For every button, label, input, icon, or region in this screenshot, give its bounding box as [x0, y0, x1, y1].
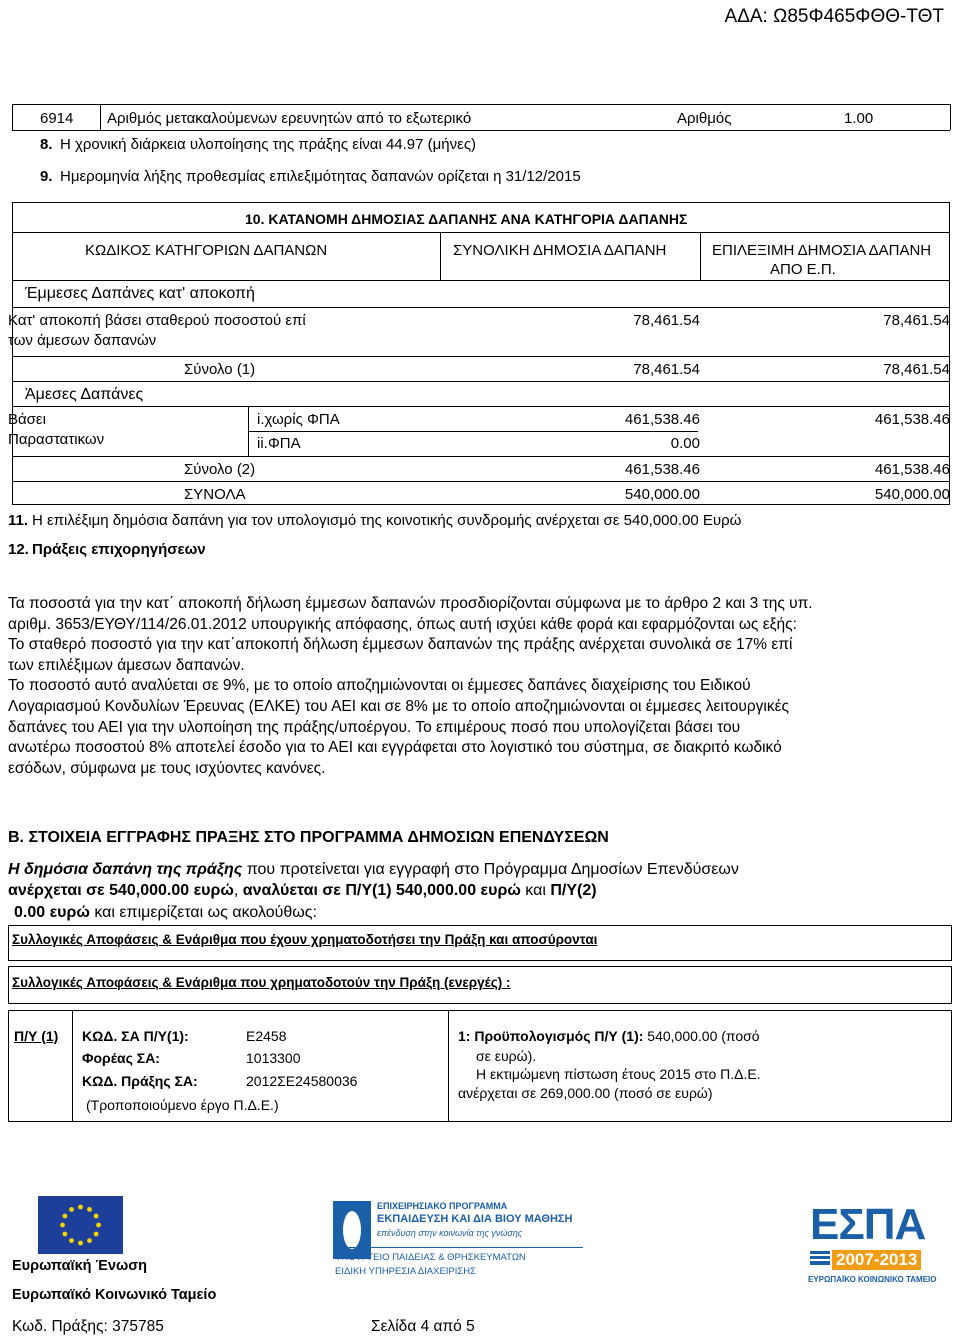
section-b-line-3 [14, 904, 317, 922]
direct-heading: Άμεσες Δαπάνες [25, 386, 144, 403]
programme-title-1: ΕΠΙΧΕΙΡΗΣΙΑΚΟ ΠΡΟΓΡΑΜΜΑ [377, 1201, 508, 1211]
espa-logo [808, 1200, 958, 1299]
ada-header: ΑΔΑ: Ω85Φ465ΦΘΘ-ΤΘΤ [724, 6, 944, 27]
budget-line-1-value: 540,000.00 (ποσό [643, 1028, 760, 1044]
ka-label: ΚΩΔ. ΣΑ Π/Υ(1): [82, 1028, 189, 1044]
programme-title-2: ΕΚΠΑΙΔΕΥΣΗ ΚΑΙ ΔΙΑ ΒΙΟΥ ΜΑΘΗΣΗ [377, 1213, 573, 1225]
footer-page-number: Σελίδα 4 από 5 [371, 1318, 475, 1335]
agency-label: Φορέας ΣΑ: [82, 1050, 160, 1066]
rates-paragraph [8, 594, 813, 779]
managing-authority: ΕΙΔΙΚΗ ΥΠΗΡΕΣΙΑ ΔΙΑΧΕΙΡΙΣΗΣ [335, 1266, 477, 1277]
breakdown-phrase: αναλύεται σε Π/Υ(1) 540,000.00 ευρώ [242, 882, 521, 899]
eu-stars-icon [38, 1196, 123, 1254]
and-word: και [520, 882, 551, 899]
withdrawn-decisions-label: Συλλογικές Αποφάσεις & Ενάριθμα που έχουν χρηματοδοτήσει την Πράξη και αποσύρονται [12, 932, 598, 947]
item-8-number: 8. [40, 136, 53, 153]
ministry-name: ΥΠΟΥΡΓΕΙΟ ΠΑΙΔΕΙΑΣ & ΘΡΗΣΚΕΥΜΑΤΩΝ [335, 1252, 526, 1263]
active-decisions-label: Συλλογικές Αποφάσεις & Ενάριθμα που χρηματοδοτούν την Πράξη (ενεργές) : [12, 975, 511, 990]
amount-phrase: ανέρχεται σε 540,000.00 ευρώ [8, 882, 234, 899]
item-11-text: Η επιλέξιμη δημόσια δαπάνη για τον υπολογισμό της κοινοτικής συνδρομής ανέρχεται σε 540,000.00 Ευρώ [32, 512, 742, 529]
paragraph-line: Λογαριασμού Κονδυλίων Έρευνας (ΕΛΚΕ) του ΑΕΙ και σε 8% με το οποίο αποζημιώνονται οι έμμεσες λειτουργικές [8, 697, 789, 715]
espa-fund: ΕΥΡΩΠΑΪΚΟ ΚΟΙΝΩΝΙΚΟ ΤΑΜΕΙΟ [808, 1275, 937, 1284]
agency-value: 1013300 [246, 1050, 301, 1066]
paragraph-line: εσόδων, σύμφωνα με τους ισχύοντες κανόνες. [8, 759, 326, 777]
item-12-text: Πράξεις επιχορηγήσεων [32, 541, 206, 558]
budget-line-2: σε ευρώ). [476, 1048, 537, 1064]
col-header-total: ΣΥΝΟΛΙΚΗ ΔΗΜΟΣΙΑ ΔΑΠΑΝΗ [453, 242, 667, 259]
indicator-description: Αριθμός μετακαλούμενων ερευνητών από το εξωτερικό [107, 110, 472, 127]
budget-line-4: ανέρχεται σε 269,000.00 (ποσό σε ευρώ) [458, 1085, 713, 1101]
eu-flag-logo [38, 1196, 123, 1254]
item-9-text: Ημερομηνία λήξης προθεσμίας επιλεξιμότητας δαπανών ορίζεται η 31/12/2015 [60, 168, 581, 185]
col-header-eligible-1: ΕΠΙΛΕΞΙΜΗ ΔΗΜΟΣΙΑ ΔΑΠΑΝΗ [712, 242, 932, 259]
action-code-value: 2012ΣΕ24580036 [246, 1073, 358, 1089]
item-12-number: 12. [8, 541, 29, 558]
indicator-unit: Αριθμός [677, 110, 732, 127]
budget-line-3: Η εκτιμώμενη πίστωση έτους 2015 στο Π.Δ.Ε. [476, 1066, 761, 1082]
allocation-title: 10. ΚΑΤΑΝΟΜΗ ΔΗΜΟΣΙΑΣ ΔΑΠΑΝΗΣ ΑΝΑ ΚΑΤΗΓΟΡΙΑ ΔΑΠΑΝΗΣ [245, 211, 688, 227]
col-header-eligible-2: ΑΠΟ Ε.Π. [770, 261, 836, 278]
section-b-line-1-rest: που προτείνεται για εγγραφή στο Πρόγραμμα Δημοσίων Επενδύσεων [242, 861, 739, 878]
comma: , [233, 882, 243, 899]
footer-action-code: Κωδ. Πράξης: 375785 [12, 1318, 164, 1335]
ka-value: Ε2458 [246, 1028, 287, 1044]
sum2-eligible: 461,538.46 [874, 461, 950, 478]
sum2-label: Σύνολο (2) [184, 461, 256, 478]
operational-programme-logo [333, 1195, 583, 1285]
grand-total-label: ΣΥΝΟΛΑ [184, 486, 246, 503]
footer-eu-label: Ευρωπαϊκή Ένωση [12, 1258, 147, 1274]
item-11-number: 11. [8, 512, 29, 529]
indicator-code: 6914 [40, 110, 74, 127]
no-vat-total: 461,538.46 [624, 411, 700, 428]
sum1-eligible: 78,461.54 [883, 361, 950, 378]
basis-label-1: Βάσει [8, 411, 46, 428]
flat-rate-total: 78,461.54 [633, 312, 700, 329]
budget-label: Π/Υ (1) [14, 1028, 59, 1044]
section-b-line-2 [8, 882, 597, 900]
paragraph-line: ανωτέρω ποσοστού 8% αποτελεί έσοδο για το ΑΕΙ και εγγράφεται στο λογιστικό του σύστημα, σε διακριτό κωδικό [8, 739, 782, 757]
vat-label: ii.ΦΠΑ [257, 435, 301, 452]
item-9-number: 9. [40, 168, 53, 185]
programme-tagline: επένδυση στην κοινωνία της γνώσης [377, 1228, 523, 1238]
budget-line-1 [458, 1028, 760, 1044]
no-vat-eligible: 461,538.46 [874, 411, 950, 428]
paragraph-line: Τα ποσοστά για την κατ΄ αποκοπή δήλωση έμμεσων δαπανών προσδιορίζονται σύμφωνα με το άρθρο 2 και 3 της υπ. [8, 595, 813, 612]
modified-project-note: (Τροποποιούμενο έργο Π.Δ.Ε.) [86, 1097, 279, 1113]
espa-wordmark: ΕΣΠΑ [810, 1200, 926, 1249]
py2-amount: 0.00 ευρώ [14, 904, 90, 921]
paragraph-line: Το ποσοστό αυτό αναλύεται σε 9%, με το οποίο αποζημιώνονται οι έμμεσες δαπάνες διαχείρισης του Ειδικού [8, 677, 751, 695]
greek-flag-icon [810, 1251, 830, 1265]
col-header-category: ΚΩΔΙΚΟΣ ΚΑΤΗΓΟΡΙΩΝ ΔΑΠΑΝΩΝ [85, 242, 328, 259]
paragraph-line: αριθμ. 3653/ΕΥΘΥ/114/26.01.2012 υπουργικής απόφασης, όπως αυτή ισχύει κάθε φορά και εφαρμόζονται ως εξής: [8, 615, 797, 633]
paragraph-line: Το σταθερό ποσοστό για την κατ΄αποκοπή δήλωση έμμεσων δαπανών της πράξης ανέρχεται συνολικά σε 17% επί [8, 636, 793, 654]
action-code-label: ΚΩΔ. Πράξης ΣΑ: [82, 1073, 198, 1089]
programme-emblem-icon [333, 1201, 371, 1259]
flat-rate-label-1: Κατ' αποκοπή βάσει σταθερού ποσοστού επί [8, 312, 306, 329]
sum1-total: 78,461.54 [633, 361, 700, 378]
footer-esf-label: Ευρωπαϊκό Κοινωνικό Ταμείο [12, 1287, 217, 1303]
py2-label: Π/Υ(2) [550, 882, 597, 899]
section-b-title: Β. ΣΤΟΙΧΕΙΑ ΕΓΓΡΑΦΗΣ ΠΡΑΞΗΣ ΣΤΟ ΠΡΟΓΡΑΜΜΑ ΔΗΜΟΣΙΩΝ ΕΠΕΝΔΥΣΕΩΝ [8, 829, 609, 846]
vat-total: 0.00 [670, 435, 700, 452]
budget-line-1-label: 1: Προϋπολογισμός Π/Υ (1): [458, 1028, 644, 1044]
basis-label-2: Παραστατικων [8, 431, 105, 448]
section-b-line-3-rest: και επιμερίζεται ως ακολούθως: [89, 904, 317, 921]
section-b-line-1 [8, 861, 739, 879]
grand-total: 540,000.00 [624, 486, 700, 503]
sum1-label: Σύνολο (1) [184, 361, 256, 378]
flat-rate-label-2: των άμεσων δαπανών [8, 332, 157, 349]
grand-eligible: 540,000.00 [874, 486, 950, 503]
no-vat-label: i.χωρίς ΦΠΑ [257, 411, 340, 428]
espa-period: 2007-2013 [832, 1250, 921, 1270]
paragraph-line: δαπάνες του ΑΕΙ για την υλοποίηση της πράξης/υποέργου. Το επιμέρους ποσό που υπολογίζεται βάσει του [8, 718, 741, 736]
public-expense-phrase: Η δημόσια δαπάνη της πράξης [8, 861, 243, 878]
paragraph-line: των επιλέξιμων άμεσων δαπανών. [8, 656, 245, 674]
indirect-heading: Έμμεσες Δαπάνες κατ' αποκοπή [25, 285, 255, 302]
sum2-total: 461,538.46 [624, 461, 700, 478]
item-8-text: Η χρονική διάρκεια υλοποίησης της πράξης είναι 44.97 (μήνες) [60, 136, 477, 153]
flat-rate-eligible: 78,461.54 [883, 312, 950, 329]
indicator-value: 1.00 [844, 110, 874, 127]
